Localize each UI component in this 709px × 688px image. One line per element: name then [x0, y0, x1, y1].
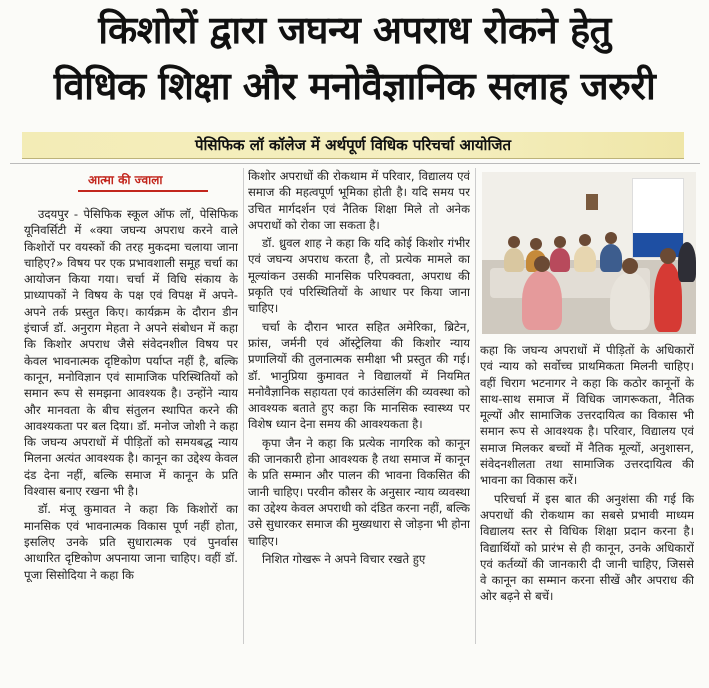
paragraph: डॉ. ध्रुवल शाह ने कहा कि यदि कोई किशोर गंभीर एवं जघन्य अपराध करता है, तो प्रत्येक मामले का मूल्यांकन उसकी मानसिक परिपक्वता, अपराध की प्रकृति एवं परिस्थितियों के आधार पर किया जाना चाहिए। [248, 236, 470, 316]
paragraph: किशोर अपराधों की रोकथाम में परिवार, विद्यालय एवं समाज की महत्वपूर्ण भूमिका होती है। यदि समय पर उचित मार्गदर्शन एवं नैतिक शिक्षा मिले तो अनेक अपराधों को रोका जा सकता है। [248, 169, 470, 232]
divider [10, 163, 700, 164]
paragraph: कहा कि जघन्य अपराधों में पीड़ितों के अधिकारों एवं न्याय को सर्वोच्च प्राथमिकता मिलनी चाहिए। वहीं चिराग भटनागर ने कहा कि कठोर कानूनों के साथ-साथ समाज में विधिक जागरूकता, नैतिक मूल्यों और सामाजिक उत्तरदायित्व का विकास भी समान रूप से आवश्यक है। परिवार, विद्यालय एवं समाज मिलकर बच्चों में नैतिक मूल्यों, अनुशासन, संवेदनशीलता तथा सामाजिक उत्तरदायित्व की भावना का विकास करें। [480, 343, 694, 488]
column-divider [475, 168, 476, 644]
headline-line-1: किशोरों द्वारा जघन्य अपराध रोकने हेतु [98, 8, 611, 52]
article-column-2 [248, 168, 470, 646]
paragraph: कृपा जैन ने कहा कि प्रत्येक नागरिक को कानून की जानकारी होना आवश्यक है तथा समाज में कानून के प्रति सम्मान और पालन की भावना विकसित की जानी चाहिए। परवीन कौसर के अनुसार न्याय व्यवस्था का उद्देश्य केवल अपराधी को दंडित करना नहीं, बल्कि उसे सुधारकर समाज की मुख्यधारा से जोड़ना भी होना चाहिए। [248, 435, 470, 548]
article-column-1 [24, 206, 238, 646]
column-divider [243, 168, 244, 644]
paragraph: चर्चा के दौरान भारत सहित अमेरिका, ब्रिटेन, फ्रांस, जर्मनी एवं ऑस्ट्रेलिया की किशोर न्याय प्रणालियों की तुलनात्मक समीक्षा भी प्रस्तुत की गई। डॉ. भानुप्रिया कुमावत ने विद्यालयों में नियमित मनोवैज्ञानिक सहायता एवं काउंसलिंग की व्यवस्था को आवश्यक बताते हुए कहा कि मानसिक स्वास्थ्य पर विशेष ध्यान देना समय की आवश्यकता है। [248, 319, 470, 432]
paragraph: परिचर्चा में इस बात की अनुशंसा की गई कि अपराधों की रोकथाम का सबसे प्रभावी माध्यम विद्यालय स्तर से विधिक शिक्षा प्रदान करना है। विद्यार्थियों को प्रारंभ से ही कानून, उनके अधिकारों एवं कर्तव्यों की जानकारी दी जानी चाहिए, जिससे वे कानून का सम्मान करना सीखें और अपराध की ओर बढ़ने से बचें। [480, 491, 694, 604]
subheadline: पेसिफिक लॉ कॉलेज में अर्थपूर्ण विधिक परिचर्चा आयोजित [22, 132, 684, 159]
headline-line-2: विधिक शिक्षा और मनोवैज्ञानिक सलाह जरुरी [53, 64, 656, 108]
paragraph: डॉ. मंजू कुमावत ने कहा कि किशोरों का मानसिक एवं भावनात्मक विकास पूर्ण नहीं होता, इसलिए उनके प्रति सुधारात्मक एवं पुनर्वास आधारित दृष्टिकोण अपनाया जाना चाहिए। वहीं डॉ. पूजा सिसोदिया ने कहा कि [24, 502, 238, 582]
byline: आत्मा की ज्वाला [78, 170, 208, 192]
meeting-photo-icon [482, 172, 696, 334]
article-column-3 [480, 342, 694, 646]
paragraph: उदयपुर - पेसिफिक स्कूल ऑफ लॉ, पेसिफिक यूनिवर्सिटी में «क्या जघन्य अपराध करने वाले किशोरों पर वयस्कों की तरह मुकदमा चलाया जाना चाहिए?» विषय पर एक प्रभावशाली समूह चर्चा का आयोजन किया गया। चर्चा में विधि संकाय के प्राध्यापकों ने विषय के पक्ष एवं विपक्ष में अपने-अपने तर्क प्रस्तुत किए। कार्यक्रम के दौरान डीन इंचार्ज डॉ. अनुराग मेहता ने अपने संबोधन में कहा कि किशोर अपराध जैसे संवेदनशील विषय पर केवल भावनात्मक दृष्टिकोण पर्याप्त नहीं है, बल्कि कानून, मनोविज्ञान एवं सामाजिक परिस्थितियों को समान रूप से समझना आवश्यक है। उन्होंने न्याय और मानवता के बीच संतुलन स्थापित करने की आवश्यकता पर बल दिया। डॉ. मनोज जोशी ने कहा कि जघन्य अपराधों में पीड़ितों को समयबद्ध न्याय मिलना अत्यंत आवश्यक है। कानून का उद्देश्य केवल दंड देना नहीं, बल्कि समाज में कानून के प्रति विश्वास बनाए रखना भी है। [24, 207, 238, 499]
paragraph: निशित गोखरू ने अपने विचार रखते हुए [262, 551, 426, 566]
